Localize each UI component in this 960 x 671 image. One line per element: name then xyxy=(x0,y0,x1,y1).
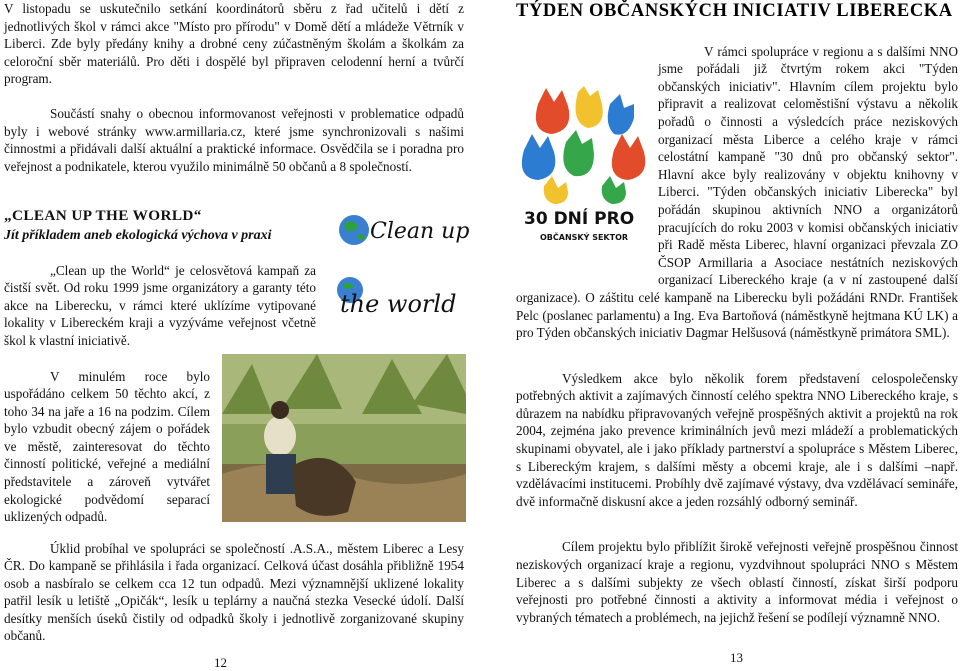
paragraph-campaign: „Clean up the World“ je celosvětová kampaň za čistší svět. Od roku 1999 jsme organizátory a garanty této akce na Liberecku, v rámci které uklízíme vytipované lokality v Libereckém kraji a vyzýváme veřejnost včetně škol k vlastní iniciativě. xyxy=(4,262,316,348)
logo-30-days-text: 30 DNÍ PRO xyxy=(524,209,635,229)
paragraph-web-info: Součástí snahy o obecnou informovanost veřejnosti v problematice odpadů byly i webové stránky www.armillaria.cz, které jsme synchronizovali s našimi činnostmi a přidávali další aktuální a praktické informace. Osvědčila se i poradna pro veřejnost a podnikatele, kterou využilo minimálně 50 občanů a 8 společností. xyxy=(4,105,464,174)
page-number-right: 13 xyxy=(730,650,743,665)
logo-text-top: Clean up xyxy=(370,219,470,244)
section-subheading: Jít příkladem aneb ekologická výchova v praxi xyxy=(4,227,272,243)
paragraph-cleanup-results: Úklid probíhal ve spolupráci se společností .A.S.A., městem Liberec a Lesy ČR. Do kampaně se přihlásila i řada organizací. Celková účast dosáhla přibližně 1954 osob a nasbíralo se celkem cca 12 tun odpadů. Mezi významnější uklizené lokality patřil lesík u letiště „Opičák“, lesík u teplárny a naučná stezka Vesecké údolí. Další desítky menších úseků čistily od odpadků školy i jednotlivě zorganizované skupiny občanů. xyxy=(4,540,464,644)
paragraph-goals: Cílem projektu bylo přiblížit širokě veřejnosti veřejně prospěšnou činnost neziskových organizací kraje a regionu, vyzdvihnout spolupráci NNO s Městem Liberec a s dalšími subjekty ze všech oblastí činností, získat širší podporu veřejnosti pro potřebné činnosti a aktivity a informovat média i veřejnost o vybraných tématech a problémech, na jejichž řešení se podílejí významně NNO. xyxy=(516,539,958,625)
logo-30-days-subtext: OBČANSKÝ SEKTOR xyxy=(540,233,629,242)
thirty-days-logo xyxy=(518,86,652,246)
page-number-left: 12 xyxy=(214,655,227,670)
section-title-weeks: TÝDEN OBČANSKÝCH INICIATIV LIBERECKA xyxy=(516,1,953,21)
cleanup-photo xyxy=(222,354,466,522)
paragraph-meeting: V listopadu se uskutečnilo setkání koordinátorů sběru z řad učitelů i dětí z jednotlivých škol v rámci akce "Místo pro přírodu" v Domě dětí a mládeže Větrník v Liberci. Zde byly předány knihy a drobné ceny zúčastněným školám a školkám za celoroční sběr materiálů. Pro děti i dospělé byl připraven celodenní herní a tvůrčí program. xyxy=(4,1,464,87)
paragraph-results: Výsledkem akce bylo několik forem představení celospolečensky potřebných aktivit a zajímavých činností celého spektra NNO Libereckého kraje, s důrazem na nabídku připravovaných veřejně prospěšných aktivit a projektů na rok 2004, zejména jako prevence kriminálních jevů mezi mládeží a problematických skupinami obyvatel, ale i jako příklady partnerství a spolupráce s Městem Liberec, s Libereckým krajem, s dalšími městy a obcemi kraje, ale i s dalšími –např. vzdělávacími institucemi. Probíhly dvě zajímavé výstavy, dva vzdělávací semináře, dvě informačně diskusní akce a jeden rozsáhlý odborný seminář. xyxy=(516,370,958,509)
left-page xyxy=(4,0,464,645)
clean-up-the-world-logo xyxy=(330,208,470,320)
section-heading-clean-up: „CLEAN UP THE WORLD“ xyxy=(4,207,202,225)
logo-text-bottom: the world xyxy=(340,290,457,318)
paragraph-week-initiatives: V rámci spolupráce v regionu a s dalšími NNO jsme pořádali již čtvrtým rokem akci "Týden občanských iniciativ". Hlavním cílem projektu bylo připravit a realizovat celoměstišní výstavu a několik pořadů o činnosti a výsledcích práce neziskových organizací města Liberce a celého kraje v rámci celostátní kampaně "30 dnů pro občanský sektor". Hlavní akce byly realizovány v objektu knihovny v Liberci. "Týden občanských iniciativ Liberecka" byl pořádán skupinou aktivních NNO a organizátorů pracujících do roku 2003 v komisi občanských iniciativ při Radě města Liberec, hlavní organizaci převzala ZO ČSOP Armillaria a Asociace nestátních neziskových organizací Libereckého kraje (a v ní zastoupené další organizace). O záštitu celé kampaně na Liberecku byli požádáni RNDr. František Pelc (poslanec parlamentu) a Ing. Eva Bartoňová (náměstkyně hejtmana KÚ LK) a pro Týden občanských iniciativ Dagmar Helšusová (náměstkyně primátora SML). xyxy=(516,43,958,341)
paragraph-events: V minulém roce bylo uspořádáno celkem 50 těchto akcí, z toho 34 na jaře a 16 na podzim. Cílem bylo vzbudit obecný zájem o pořádek ve městě, zainteresovat do těchto činností politické, veřejné a mediální představitele a zároveň vytvářet ekologické podvědomí separací uklizených odpadů. xyxy=(4,368,210,525)
